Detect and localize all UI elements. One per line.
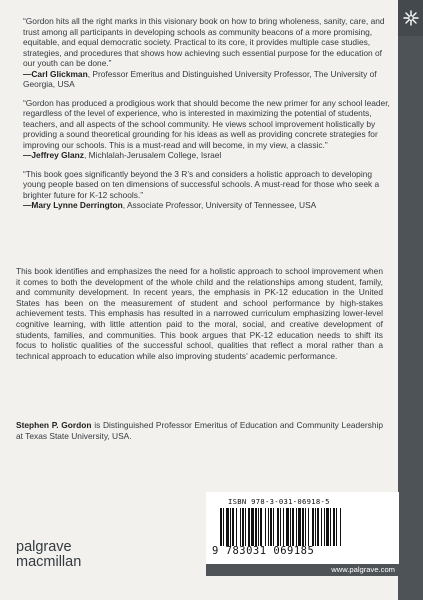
quote-item [16,16,396,90]
quote-affiliation: , Associate Professor, University of Tennessee, USA [122,200,317,210]
book-description: This book identifies and emphasizes the need for a holistic approach to school improvement when it comes to both the development of the whole child and the relationships among student, family, and community development. In recent years, the emphasis in PK-12 education in the United States has been on the measurement of student and school performance by high-stakes achievement tests. This emphasis has resulted in a narrowed curriculum emphasizing lower-level cognitive learning, with little attention paid to the moral, social, and creative development of students, families, and communities. This book argues that PK-12 education needs to shift its focus to holistic qualities of the successful school, qualities that reflect a moral rather than a technical approach to education while also improving students’ academic performance. [16,266,383,361]
quote-item [16,169,396,211]
publisher-url: www.palgrave.com [331,565,395,574]
isbn-text: ISBN 978-3-031-06918-5 [228,497,330,506]
quote-item [16,98,396,161]
quote-affiliation: , Michlalah-Jerusalem College, Israel [83,150,222,160]
quote-attribution [23,150,396,161]
palgrave-logo-box [398,0,423,36]
author-bio-text: is Distinguished Professor Emeritus of Education and Community Leadership at Texas State University, USA. [16,420,384,441]
quote-attribution [23,69,396,90]
quote-author: —Mary Lynne Derrington [23,200,123,210]
quote-author: —Jeffrey Glanz [23,150,84,160]
publisher-url-bar [206,564,399,576]
quote-text: “Gordon hits all the right marks in this visionary book on how to bring wholeness, sanity, care, and trust among all participants in developing schools as community beacons of a more promising, equitable, and equal democratic society. Practical to its core, it provides multiple case studies, strategies, and procedures that shows how achieving such essential purpose for the education of our youth can be done.” [23,16,385,68]
publisher-name-line1: palgrave [16,539,72,555]
barcode-digits: 9 783031 069185 [212,545,315,557]
quote-attribution [23,200,396,211]
publisher-name-line2: macmillan [16,554,82,570]
spine-band [398,0,423,600]
quote-text: “This book goes significantly beyond the 3 R’s and considers a holistic approach to developing young people based on ten dimensions of successful schools. A must-read for those who seek a brighter future for K-12 schools.” [23,168,380,200]
quote-author: —Carl Glickman [23,68,88,79]
quote-affiliation: , Professor Emeritus and Distinguished University Professor, The University of Georgia, USA [23,68,377,89]
publisher-logo [16,540,81,570]
barcode-icon [220,508,385,546]
palgrave-star-icon [402,9,420,27]
barcode-box [206,492,399,564]
author-name: Stephen P. Gordon [16,420,92,430]
endorsement-quotes [16,16,396,219]
quote-text: “Gordon has produced a prodigious work that should become the new primer for any school leader, regardless of the level of experience, who is interested in maximizing the potential of students, teachers, and all aspects of the school community. He views school improvement holistically by providing a sound theoretical grounding for his ideas as well as providing concrete strategies for improving our schools. This is a must-read and will become, in my view, a classic.” [23,97,390,150]
author-bio [16,420,383,441]
